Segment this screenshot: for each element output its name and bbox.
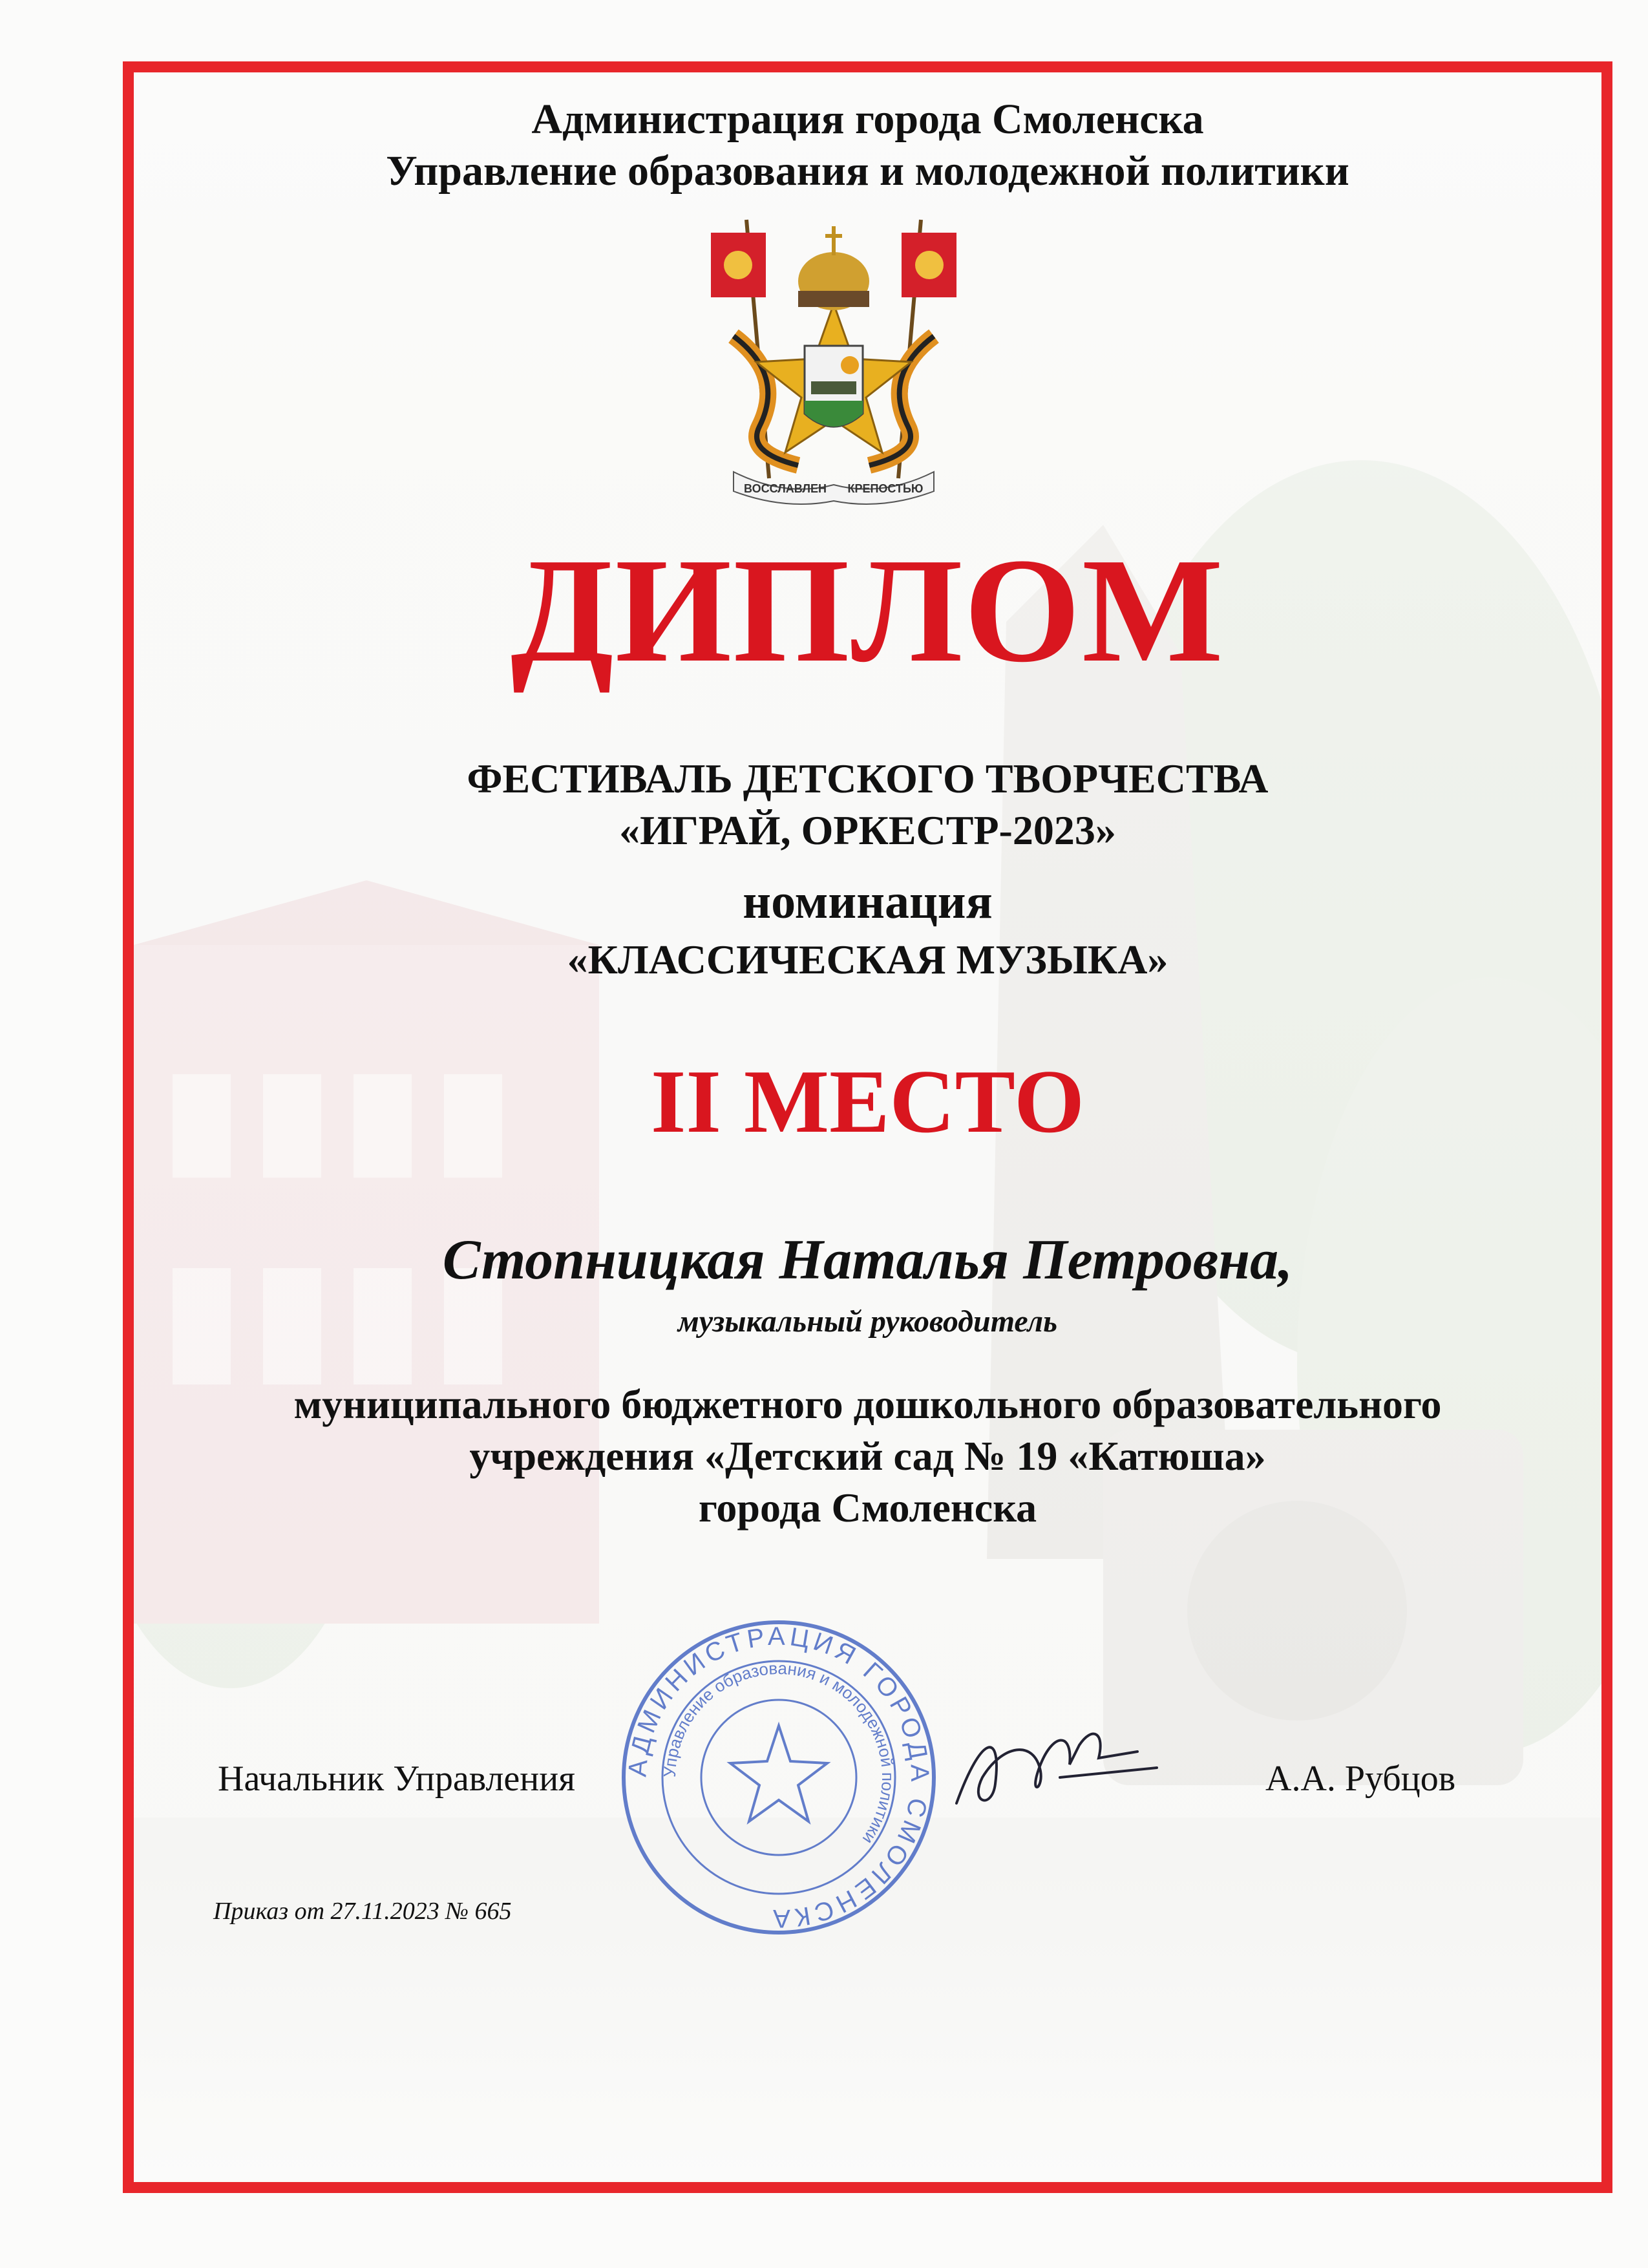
official-stamp xyxy=(617,1616,940,1939)
header-department: Управление образования и молодежной политики xyxy=(386,147,1349,195)
motto-right: КРЕПОСТЬЮ xyxy=(847,482,924,495)
signatory-name: А.А. Рубцов xyxy=(1265,1759,1456,1799)
order-reference: Приказ от 27.11.2023 № 665 xyxy=(213,1898,512,1925)
svg-text:Управление образования и молод xyxy=(660,1659,898,1848)
handwritten-signature xyxy=(944,1706,1163,1836)
header-administration: Администрация города Смоленска xyxy=(531,96,1204,143)
place-award: II МЕСТО xyxy=(650,1052,1084,1152)
nomination-value: «КЛАССИЧЕСКАЯ МУЗЫКА» xyxy=(567,937,1168,982)
organization-line-3: города Смоленска xyxy=(698,1485,1037,1531)
recipient-position: музыкальный руководитель xyxy=(677,1304,1058,1339)
diploma-title: ДИПЛОМ xyxy=(511,527,1225,694)
stamp-outer-text: АДМИНИСТРАЦИЯ ГОРОДА СМОЛЕНСКА xyxy=(623,1622,935,1933)
signature-role: Начальник Управления xyxy=(218,1759,575,1799)
stamp-inner-text: Управление образования и молодежной политики xyxy=(659,1658,898,1848)
recipient-name: Стопницкая Наталья Петровна, xyxy=(442,1229,1293,1291)
smolensk-coat-of-arms-icon xyxy=(708,207,960,511)
organization-line-2: учреждения «Детский сад № 19 «Катюша» xyxy=(469,1433,1266,1479)
festival-edition: «ИГРАЙ, ОРКЕСТР-2023» xyxy=(619,807,1116,853)
nomination-label: номинация xyxy=(743,874,993,929)
motto-left: ВОССЛАВЛЕН xyxy=(744,482,827,495)
organization-line-1: муниципального бюджетного дошкольного образовательного xyxy=(293,1381,1442,1427)
festival-name: ФЕСТИВАЛЬ ДЕТСКОГО ТВОРЧЕСТВА xyxy=(467,756,1269,801)
